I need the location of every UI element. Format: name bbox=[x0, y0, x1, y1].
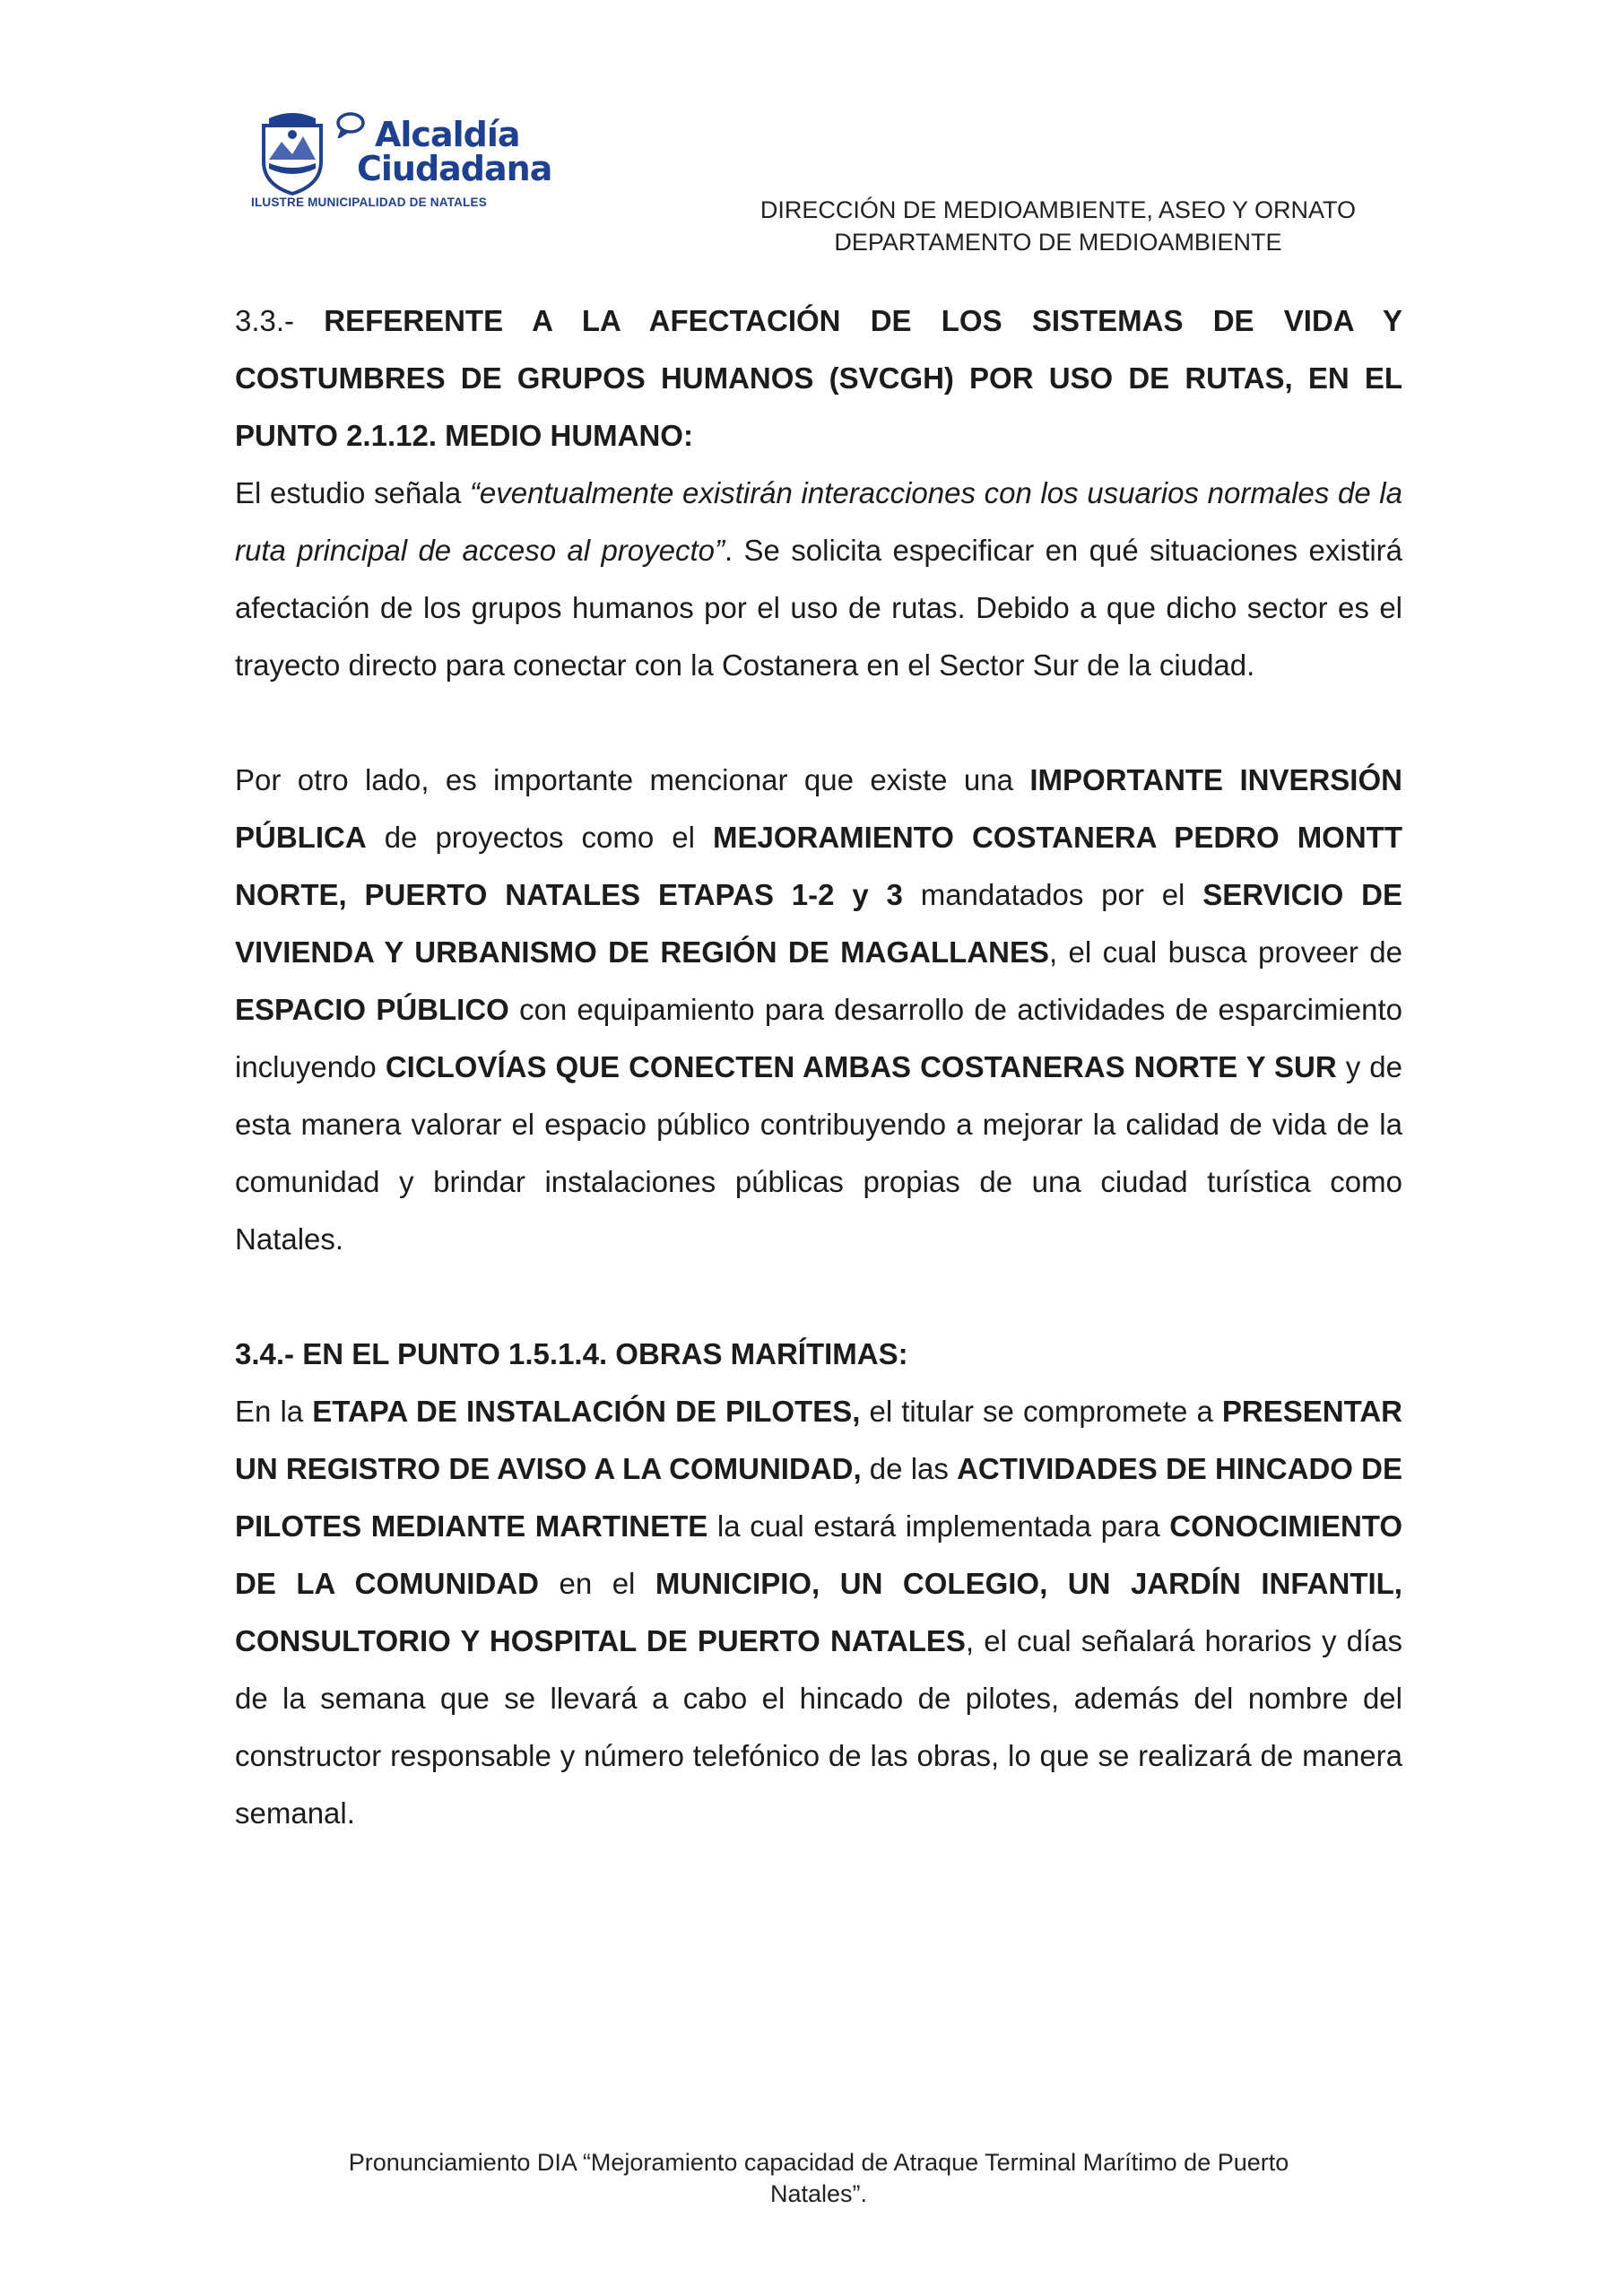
section-3-4-heading: 3.4.- EN EL PUNTO 1.5.1.4. OBRAS MARÍTIMAS: bbox=[235, 1337, 908, 1370]
logo-subtitle: ILUSTRE MUNICIPALIDAD DE NATALES bbox=[251, 196, 487, 209]
paragraph-gap bbox=[235, 694, 1402, 752]
logo-text-line2: Ciudadana bbox=[357, 149, 552, 188]
section-3-3-heading bbox=[235, 292, 1402, 465]
text-span: en el bbox=[538, 1567, 655, 1600]
department-header bbox=[760, 194, 1356, 258]
bold-text: SERVICIO DE VIVIENDA Y URBANISMO DE REGIÓN DE MAGALLANES bbox=[235, 878, 1402, 969]
text-span: de las bbox=[861, 1452, 958, 1485]
section-title: REFERENTE A LA AFECTACIÓN DE LOS SISTEMAS DE VIDA Y COSTUMBRES DE GRUPOS HUMANOS (SVCGH) POR USO DE RUTAS, EN EL PUNTO 2.1.12. MEDIO HUMANO: bbox=[235, 304, 1402, 452]
text-span: Por otro lado, es importante mencionar que existe una bbox=[235, 763, 1030, 796]
bold-text: IMPORTANTE INVERSIÓN PÚBLICA bbox=[235, 763, 1402, 854]
text-span: El estudio señala bbox=[235, 476, 470, 509]
text-span: , el cual señalará horarios y días de la semana que se llevará a cabo el hincado de pilotes, además del nombre del constructor responsable y número telefónico de las obras, lo que se realizará de manera semanal. bbox=[235, 1624, 1402, 1830]
logo-text-line1: Alcaldía bbox=[375, 115, 520, 154]
coat-of-arms-icon bbox=[256, 109, 328, 196]
bold-text: MEJORAMIENTO COSTANERA PEDRO MONTT NORTE, PUERTO NATALES ETAPAS 1-2 y 3 bbox=[235, 821, 1402, 911]
text-span: de proyectos como el bbox=[366, 821, 713, 854]
section-3-4-paragraph bbox=[235, 1383, 1402, 1842]
section-number: 3.3.- bbox=[235, 304, 295, 337]
footer-line2: Natales”. bbox=[769, 2180, 868, 2207]
text-span: y de esta manera valorar el espacio público contribuyendo a mejorar la calidad de vida de la comunidad y brindar instalaciones públicas propias de una ciudad turística como Natales. bbox=[235, 1050, 1403, 1256]
bold-text: CICLOVÍAS QUE CONECTEN AMBAS COSTANERAS NORTE Y SUR bbox=[385, 1050, 1337, 1083]
bold-text: ESPACIO PÚBLICO bbox=[235, 993, 509, 1026]
text-span: mandatados por el bbox=[902, 878, 1203, 911]
text-span: el titular se compromete a bbox=[860, 1395, 1222, 1428]
quoted-text: “eventualmente existirán interacciones con los usuarios normales de la ruta principal de acceso al proyecto” bbox=[235, 476, 1402, 567]
text-span: . Se solicita especificar en qué situaciones existirá afectación de los grupos humanos por el uso de rutas. Debido a que dicho sector es el trayecto directo para conectar con la Costanera en el Sector Sur de la ciudad. bbox=[235, 534, 1403, 682]
text-span: , el cual busca proveer de bbox=[1049, 935, 1403, 969]
speech-bubble-icon bbox=[335, 111, 366, 138]
footer-line1: Pronunciamiento DIA “Mejoramiento capacidad de Atraque Terminal Marítimo de Puerto bbox=[348, 2149, 1289, 2176]
text-span: En la bbox=[235, 1395, 313, 1428]
bold-text: ETAPA DE INSTALACIÓN DE PILOTES, bbox=[312, 1395, 861, 1428]
page-footer bbox=[235, 2147, 1402, 2210]
bold-text: PRESENTAR UN REGISTRO DE AVISO A LA COMUNIDAD, bbox=[235, 1395, 1402, 1485]
bold-text: CONOCIMIENTO DE LA COMUNIDAD bbox=[235, 1509, 1403, 1600]
municipality-logo bbox=[251, 106, 552, 212]
section-3-3-paragraph-1 bbox=[235, 465, 1402, 694]
bold-text: ACTIVIDADES DE HINCADO DE PILOTES MEDIANTE MARTINETE bbox=[235, 1452, 1402, 1543]
section-3-3-paragraph-2 bbox=[235, 752, 1402, 1268]
document-body bbox=[235, 292, 1402, 1842]
header-line1: DIRECCIÓN DE MEDIOAMBIENTE, ASEO Y ORNATO bbox=[759, 196, 1356, 223]
header-line2: DEPARTAMENTO DE MEDIOAMBIENTE bbox=[834, 229, 1282, 256]
bold-text: MUNICIPIO, UN COLEGIO, UN JARDÍN INFANTIL, CONSULTORIO Y HOSPITAL DE PUERTO NATALES bbox=[235, 1567, 1402, 1657]
paragraph-gap bbox=[235, 1268, 1402, 1326]
text-span: con equipamiento para desarrollo de actividades de esparcimiento incluyendo bbox=[235, 993, 1402, 1083]
text-span: la cual estará implementada para bbox=[707, 1509, 1170, 1543]
